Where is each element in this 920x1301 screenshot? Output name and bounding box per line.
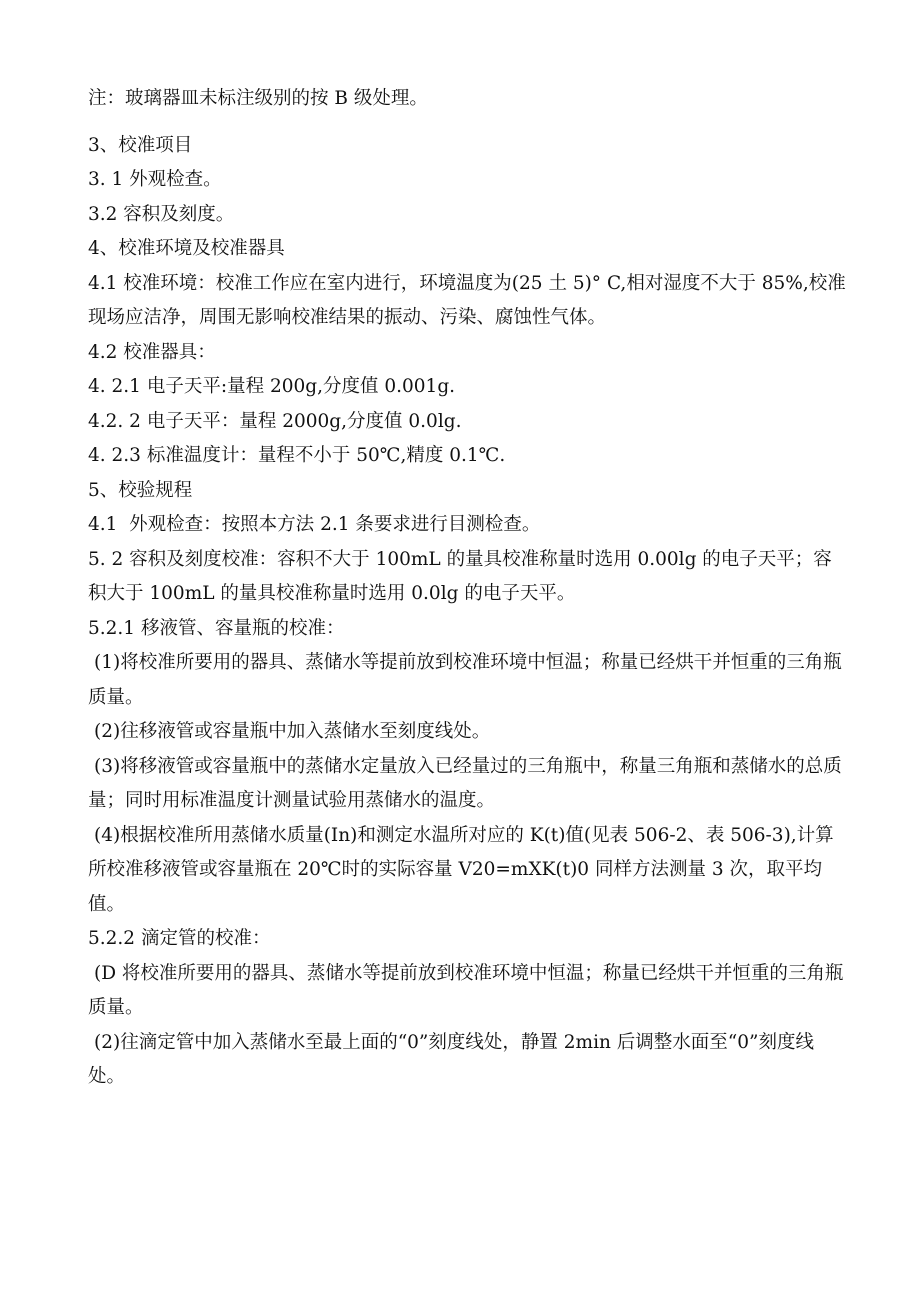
- item-3-2: 3.2 容积及刻度。: [88, 203, 235, 225]
- item-5-2-1: 5.2.1 移液管、容量瓶的校准：: [88, 617, 345, 639]
- item-5-2-2: 5.2.2 滴定管的校准：: [88, 928, 271, 949]
- item-5-2: 5. 2 容积及刻度校准：容积不大于 100mL 的量具校准称量时选用 0.00lg 的电子天平；容积大于 100mL 的量具校准称量时选用 0.0lg 的电子天平。: [88, 548, 832, 604]
- item-4-1: 4.1 校准环境：校准工作应在室内进行，环境温度为(25 土 5)° C,相对湿度不大于 85%,校准现场应洁净，周围无影响校准结果的振动、污染、腐蚀性气体。: [88, 272, 846, 328]
- item-4-2-3: 4. 2.3 标准温度计：量程不小于 50℃,精度 0.1℃.: [88, 445, 506, 466]
- step-3: (3)将移液管或容量瓶中的蒸储水定量放入已经量过的三角瓶中，称量三角瓶和蒸储水的总质量；同时用标准温度计测量试验用蒸储水的温度。: [88, 755, 842, 811]
- burette-step-1: (D 将校准所要用的器具、蒸储水等提前放到校准环境中恒温；称量已经烘干并恒重的三角瓶质量。: [88, 962, 844, 1018]
- burette-step-2: (2)往滴定管中加入蒸储水至最上面的“0”刻度线处，静置 2min 后调整水面至“0”刻度线处。: [88, 1031, 814, 1087]
- item-visual-check: 4.1 外观检查：按照本方法 2.1 条要求进行目测检查。: [88, 514, 541, 535]
- note-paragraph: 注：玻璃器皿未标注级别的按 B 级处理。: [88, 88, 428, 109]
- step-4: (4)根据校准所用蒸储水质量(In)和测定水温所对应的 K(t)值(见表 506-2、表 506-3),计算所校准移液管或容量瓶在 20℃时的实际容量 V20=mXK(t)0 同样方法测量 3 次，取平均值。: [88, 824, 834, 915]
- item-4-2: 4.2 校准器具：: [88, 341, 216, 363]
- section-heading-calibration-items: 3、校准项目: [88, 134, 193, 156]
- item-3-1: 3. 1 外观检查。: [88, 169, 222, 190]
- document-body: [88, 82, 848, 1095]
- section-heading-procedure: 5、校验规程: [88, 479, 193, 501]
- step-2: (2)往移液管或容量瓶中加入蒸储水至刻度线处。: [94, 721, 491, 742]
- step-1: (1)将校准所要用的器具、蒸储水等提前放到校准环境中恒温；称量已经烘干并恒重的三角瓶质量。: [88, 652, 842, 708]
- item-4-2-2: 4.2. 2 电子天平：量程 2000g,分度值 0.0lg.: [88, 410, 462, 432]
- item-4-2-1: 4. 2.1 电子天平:量程 200g,分度值 0.001g.: [88, 376, 456, 397]
- section-heading-environment: 4、校准环境及校准器具: [88, 238, 285, 259]
